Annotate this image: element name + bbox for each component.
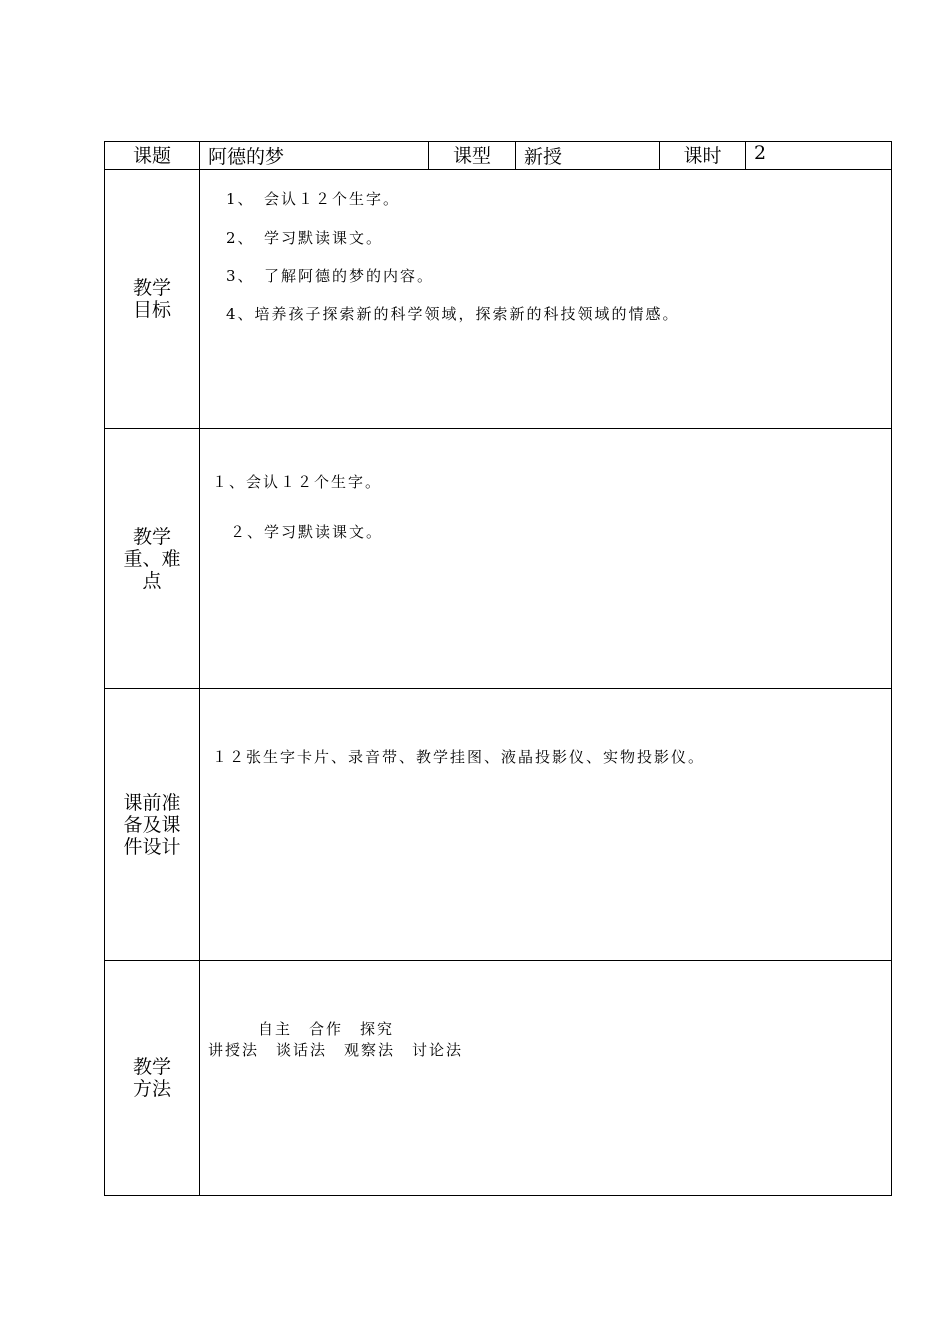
- objectives-content: [200, 170, 892, 429]
- preparation-content: [200, 689, 892, 961]
- methods-content: [200, 961, 892, 1196]
- hours-label: 课时: [660, 142, 746, 170]
- objective-item: 2、 学习默读课文。: [226, 229, 384, 247]
- topic-label: 课题: [105, 142, 200, 170]
- preparation-label: 课前准 备及课 件设计: [105, 689, 200, 961]
- section-methods: [105, 961, 892, 1196]
- key-point-item: １、会认１２个生字。: [212, 473, 383, 491]
- section-objectives: [105, 170, 892, 429]
- method-item: 讲授法 谈话法 观察法 讨论法: [208, 1041, 464, 1059]
- key-points-content: [200, 429, 892, 689]
- objectives-label: 教学 目标: [105, 170, 200, 429]
- objective-item: 1、 会认１２个生字。: [226, 190, 401, 208]
- objective-item: 3、 了解阿德的梦的内容。: [226, 267, 435, 285]
- header-row: [105, 142, 892, 170]
- section-key-points: [105, 429, 892, 689]
- objective-item: 4、培养孩子探索新的科学领域，探索新的科技领域的情感。: [226, 305, 680, 323]
- lesson-plan-table: [104, 141, 892, 1196]
- type-value: 新授: [516, 142, 660, 170]
- key-point-item: ２、学习默读课文。: [230, 523, 384, 541]
- methods-label: 教学 方法: [105, 961, 200, 1196]
- hours-value: 2: [746, 142, 892, 170]
- type-label: 课型: [429, 142, 516, 170]
- key-points-label: 教学 重、难 点: [105, 429, 200, 689]
- section-preparation: [105, 689, 892, 961]
- topic-value: 阿德的梦: [200, 142, 429, 170]
- preparation-item: １２张生字卡片、录音带、教学挂图、液晶投影仪、实物投影仪。: [212, 748, 706, 766]
- method-item: 自主 合作 探究: [258, 1020, 395, 1038]
